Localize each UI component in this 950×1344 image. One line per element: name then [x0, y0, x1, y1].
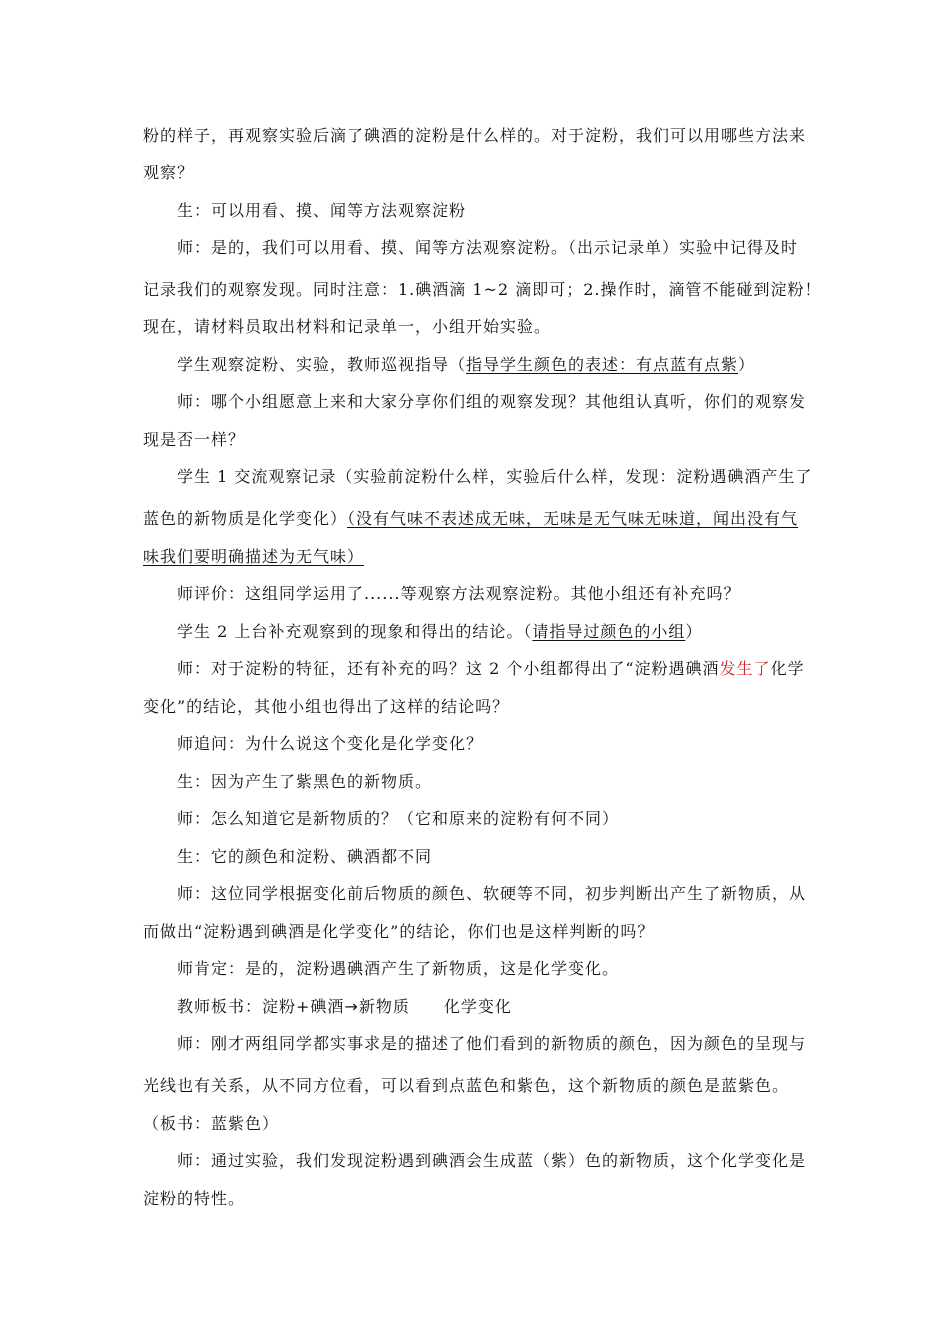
- text-line: [177, 1151, 806, 1171]
- highlighted-text: 发生了: [719, 659, 771, 678]
- text-line: [177, 659, 805, 679]
- text-line: [177, 884, 806, 904]
- text-line: [143, 1076, 789, 1096]
- arrow-symbol: →: [344, 997, 359, 1016]
- text-segment: 而做出“淀粉遇到碘酒是化学变化”的结论，你们也是这样判断的吗？: [143, 922, 655, 941]
- text-segment: 师评价：这组同学运用了......等观察方法观察淀粉。其他小组还有补充吗？: [177, 584, 741, 603]
- text-line: [177, 809, 619, 829]
- text-segment: ）: [685, 622, 703, 641]
- text-line: [143, 697, 509, 717]
- text-line: [177, 201, 466, 221]
- text-line: [143, 547, 364, 567]
- text-segment: 师：通过实验，我们发现淀粉遇到碘酒会生成蓝（紫）色的新物质，这个化学变化是: [177, 1151, 807, 1170]
- text-segment: 师肯定：是的，淀粉遇碘酒产生了新物质，这是化学变化。: [177, 959, 620, 978]
- underlined-text: 请指导过颜色的小组: [532, 622, 686, 641]
- text-segment: 师：是的，我们可以用看、摸、闻等方法观察淀粉。（出示记录单）实验中记得及时: [177, 238, 799, 257]
- text-segment: （板书：蓝紫色）: [143, 1114, 280, 1133]
- text-line: [177, 772, 432, 792]
- text-line: [177, 734, 483, 754]
- text-line: [143, 430, 245, 450]
- text-line: [177, 584, 741, 604]
- text-line: [143, 126, 806, 146]
- text-segment: 新物质 化学变化: [358, 997, 512, 1016]
- text-line: [143, 163, 194, 183]
- underlined-text: （没有气味不表述成无味，无味是无气味无味道，闻出没有气: [347, 509, 799, 528]
- text-line: [143, 280, 821, 300]
- text-segment: 光线也有关系，从不同方位看，可以看到点蓝色和紫色，这个新物质的颜色是蓝紫色。: [143, 1076, 790, 1095]
- text-segment: 蓝色的新物质是化学变化）: [143, 509, 348, 528]
- text-segment: 变化”的结论，其他小组也得出了这样的结论吗？: [143, 697, 510, 716]
- text-segment: 淀粉的特性。: [143, 1189, 246, 1208]
- text-segment: 生：可以用看、摸、闻等方法观察淀粉: [177, 201, 467, 220]
- text-line: [143, 317, 551, 337]
- text-line: [143, 509, 798, 529]
- text-line: [177, 392, 806, 412]
- text-segment: 粉的样子，再观察实验后滴了碘酒的淀粉是什么样的。对于淀粉，我们可以用哪些方法来: [143, 126, 807, 145]
- underlined-text: 味我们要明确描述为无气味）: [143, 547, 365, 566]
- text-segment: 记录我们的观察发现。同时注意：1.碘酒滴 1~2 滴即可；2.操作时，滴管不能碰到淀粉！: [143, 280, 822, 299]
- text-line: [143, 922, 654, 942]
- text-line: [143, 1189, 245, 1209]
- text-segment: 师：这位同学根据变化前后物质的颜色、软硬等不同，初步判断出产生了新物质，从: [177, 884, 807, 903]
- text-line: [177, 847, 432, 867]
- text-segment: 教师板书：淀粉+碘酒: [177, 997, 345, 1016]
- text-segment: 师追问：为什么说这个变化是化学变化？: [177, 734, 484, 753]
- text-line: [177, 238, 798, 258]
- text-segment: 学生 2 上台补充观察到的现象和得出的结论。（: [177, 622, 533, 641]
- text-segment: 生：因为产生了紫黑色的新物质。: [177, 772, 433, 791]
- text-segment: 观察？: [143, 163, 195, 182]
- text-segment: 生：它的颜色和淀粉、碘酒都不同: [177, 847, 433, 866]
- text-line: [177, 467, 812, 487]
- text-segment: 学生观察淀粉、实验，教师巡视指导（: [177, 355, 467, 374]
- text-segment: 师：刚才两组同学都实事求是的描述了他们看到的新物质的颜色，因为颜色的呈现与: [177, 1034, 807, 1053]
- text-segment: ）: [738, 355, 756, 374]
- text-line: [177, 355, 755, 375]
- text-segment: 现是否一样？: [143, 430, 246, 449]
- text-segment: 学生 1 交流观察记录（实验前淀粉什么样，实验后什么样，发现：淀粉遇碘酒产生了: [177, 467, 813, 486]
- text-segment: 现在，请材料员取出材料和记录单一，小组开始实验。: [143, 317, 552, 336]
- text-line: [177, 622, 702, 642]
- text-line: [177, 1034, 806, 1054]
- text-line: [143, 1114, 279, 1134]
- text-segment: 师：哪个小组愿意上来和大家分享你们组的观察发现？其他组认真听，你们的观察发: [177, 392, 807, 411]
- text-segment: 师：对于淀粉的特征，还有补充的吗？这 2 个小组都得出了“淀粉遇碘酒: [177, 659, 720, 678]
- text-segment: 师：怎么知道它是新物质的？（它和原来的淀粉有何不同）: [177, 809, 620, 828]
- underlined-text: 指导学生颜色的表述：有点蓝有点紫: [466, 355, 739, 374]
- text-line: [177, 959, 619, 979]
- text-segment: 化学: [770, 659, 805, 678]
- text-line: [177, 997, 512, 1017]
